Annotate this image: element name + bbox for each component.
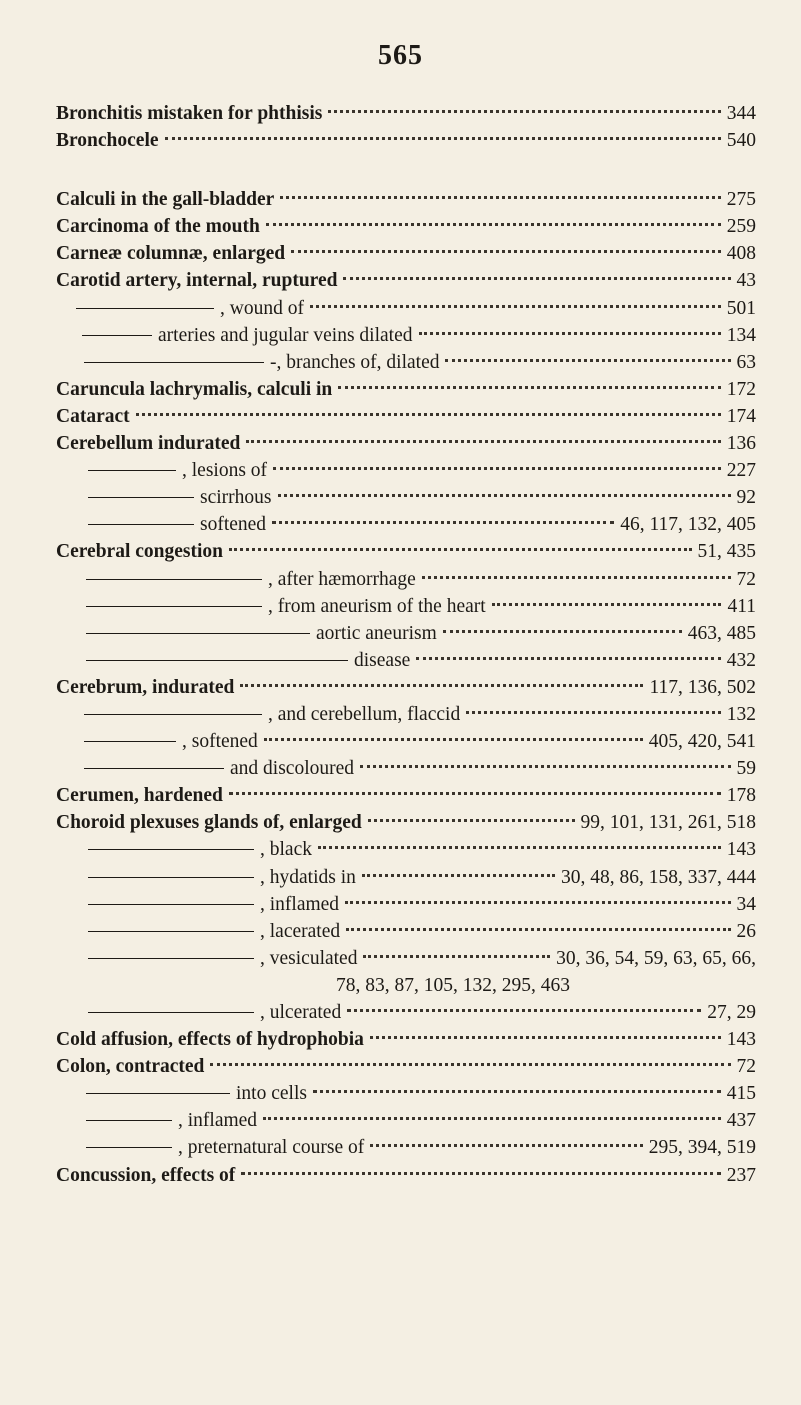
dot-leader — [240, 684, 643, 687]
entry-pages: 26 — [736, 920, 756, 942]
ditto-rule — [88, 931, 254, 932]
entry-pages: 501 — [726, 297, 756, 319]
ditto-rule — [86, 1147, 172, 1148]
ditto-rule — [86, 633, 310, 634]
dot-leader — [229, 792, 721, 795]
ditto-rule — [86, 579, 262, 580]
entry-pages: 463, 485 — [687, 622, 756, 644]
entry-term: Cerebellum indurated — [56, 433, 241, 455]
dot-leader — [313, 1090, 721, 1093]
entry-term: and discoloured — [230, 758, 355, 780]
ditto-rule — [88, 877, 254, 878]
dot-leader — [347, 1009, 701, 1012]
dot-leader — [136, 413, 721, 416]
index-entry — [56, 349, 756, 376]
entry-term: Colon, contracted — [56, 1056, 205, 1078]
entry-pages: 134 — [726, 324, 756, 346]
entry-term: Carcinoma of the mouth — [56, 216, 260, 238]
dot-leader — [328, 110, 720, 113]
ditto-rule — [88, 497, 194, 498]
entry-term: Cerumen, hardened — [56, 785, 223, 807]
section-gap — [56, 154, 756, 186]
ditto-rule — [88, 849, 254, 850]
entry-pages: 72 — [736, 1056, 756, 1078]
entry-pages-continued: 78, 83, 87, 105, 132, 295, 463 — [336, 974, 570, 996]
entry-term: , vesiculated — [260, 947, 358, 969]
entry-pages: 99, 101, 131, 261, 518 — [580, 812, 756, 834]
ditto-rule — [88, 1012, 254, 1013]
entry-pages: 432 — [726, 649, 756, 671]
dot-leader — [273, 467, 721, 470]
index-entry — [56, 430, 756, 457]
dot-leader — [291, 250, 721, 253]
entry-term: Concussion, effects of — [56, 1164, 236, 1186]
ditto-rule — [88, 524, 194, 525]
index-entry — [56, 728, 756, 755]
index-entry — [56, 127, 756, 154]
ditto-rule — [86, 1120, 172, 1121]
entry-pages: 27, 29 — [707, 1002, 756, 1023]
entry-pages: 437 — [726, 1110, 756, 1132]
entry-term: Bronchitis mistaken for phthisis — [56, 103, 323, 124]
index-entry — [56, 295, 756, 322]
ditto-rule — [84, 714, 262, 715]
dot-leader — [368, 819, 575, 822]
entry-term: , from aneurism of the heart — [268, 595, 486, 617]
dot-leader — [246, 440, 720, 443]
index-entry — [56, 538, 756, 565]
index-entry — [56, 864, 756, 891]
dot-leader — [318, 846, 721, 849]
entry-pages: 411 — [727, 595, 756, 617]
entry-term: Cataract — [56, 405, 130, 427]
entry-pages: 174 — [726, 405, 756, 427]
entry-term: Caruncula lachrymalis, calculi in — [56, 378, 333, 400]
entry-pages: 344 — [726, 103, 756, 124]
index-entry — [56, 100, 756, 127]
entry-pages: 43 — [736, 270, 756, 292]
dot-leader — [229, 548, 692, 551]
page-number: 565 — [378, 40, 423, 71]
entry-pages: 540 — [726, 130, 756, 152]
dot-leader — [272, 521, 614, 524]
dot-leader — [370, 1144, 643, 1147]
entry-pages: 51, 435 — [697, 541, 756, 563]
entry-pages: 143 — [726, 839, 756, 861]
entry-term: , hydatids in — [260, 866, 356, 888]
entry-term: aortic aneurism — [316, 622, 437, 644]
entry-term: , after hæmorrhage — [268, 568, 416, 590]
index-entry — [56, 566, 756, 593]
entry-pages: 415 — [726, 1083, 756, 1105]
entry-term: Choroid plexuses glands of, enlarged — [56, 812, 362, 834]
ditto-rule — [86, 606, 262, 607]
dot-leader — [360, 765, 730, 768]
index-entry — [56, 240, 756, 267]
entry-term: Carotid artery, internal, ruptured — [56, 270, 338, 292]
index-entry — [56, 267, 756, 294]
entry-pages: 178 — [726, 785, 756, 807]
ditto-rule — [86, 660, 348, 661]
ditto-rule — [82, 335, 152, 336]
dot-leader — [278, 494, 731, 497]
index-entry-continuation — [56, 972, 756, 999]
dot-leader — [264, 738, 643, 741]
entry-pages: 46, 117, 132, 405 — [620, 514, 756, 536]
entry-term: into cells — [236, 1083, 307, 1105]
entry-pages: 63 — [736, 351, 756, 373]
dot-leader — [363, 955, 550, 958]
entry-term: , preternatural course of — [178, 1137, 365, 1159]
entry-term: Carneæ columnæ, enlarged — [56, 243, 286, 265]
entry-pages: 136 — [726, 433, 756, 455]
entry-pages: 295, 394, 519 — [648, 1137, 756, 1159]
ditto-rule — [88, 904, 254, 905]
dot-leader — [443, 630, 682, 633]
ditto-rule — [84, 768, 224, 769]
entry-term: , lesions of — [182, 460, 268, 482]
index-entry — [56, 1162, 756, 1189]
index-entry — [56, 999, 756, 1026]
dot-leader — [266, 223, 721, 226]
ditto-rule — [86, 1093, 230, 1094]
dot-leader — [419, 332, 721, 335]
entry-term: -, branches of, dilated — [270, 351, 440, 373]
index-entry — [56, 620, 756, 647]
index-entry — [56, 1107, 756, 1134]
entry-pages: 30, 48, 86, 158, 337, 444 — [561, 866, 756, 888]
dot-leader — [362, 874, 555, 877]
index-entry — [56, 647, 756, 674]
entry-term: , softened — [182, 731, 258, 753]
entry-term: , black — [260, 839, 312, 861]
index-entry — [56, 674, 756, 701]
ditto-rule — [88, 470, 176, 471]
entry-pages: 143 — [726, 1029, 756, 1051]
dot-leader — [346, 928, 730, 931]
index-entry — [56, 1026, 756, 1053]
entry-pages: 117, 136, 502 — [649, 676, 756, 698]
index-entry — [56, 809, 756, 836]
entry-pages: 237 — [726, 1164, 756, 1186]
index-entry — [56, 755, 756, 782]
entry-term: , ulcerated — [260, 1002, 342, 1023]
index-list — [56, 100, 756, 1189]
entry-pages: 92 — [736, 487, 756, 509]
entry-term: arteries and jugular veins dilated — [158, 324, 413, 346]
entry-pages: 59 — [736, 758, 756, 780]
index-entry — [56, 701, 756, 728]
entry-pages: 227 — [726, 460, 756, 482]
dot-leader — [345, 901, 730, 904]
entry-term: Bronchocele — [56, 130, 159, 152]
dot-leader — [422, 576, 731, 579]
index-entry — [56, 836, 756, 863]
entry-term: Cerebral congestion — [56, 541, 223, 563]
entry-term: scirrhous — [200, 487, 272, 509]
index-entry — [56, 945, 756, 972]
entry-pages: 34 — [736, 893, 756, 915]
entry-pages: 259 — [726, 216, 756, 238]
entry-pages: 275 — [726, 189, 756, 211]
entry-term: , and cerebellum, flaccid — [268, 703, 461, 725]
index-entry — [56, 457, 756, 484]
dot-leader — [338, 386, 720, 389]
index-entry — [56, 891, 756, 918]
entry-term: , inflamed — [260, 893, 340, 915]
index-entry — [56, 1053, 756, 1080]
index-entry — [56, 1134, 756, 1161]
dot-leader — [416, 657, 720, 660]
index-entry — [56, 186, 756, 213]
index-entry — [56, 1080, 756, 1107]
entry-term: Calculi in the gall-bladder — [56, 189, 275, 211]
ditto-rule — [88, 958, 254, 959]
index-entry — [56, 322, 756, 349]
entry-term: Cerebrum, indurated — [56, 676, 235, 698]
entry-pages: 30, 36, 54, 59, 63, 65, 66, — [556, 947, 756, 969]
entry-pages: 408 — [726, 243, 756, 265]
entry-pages: 405, 420, 541 — [648, 731, 756, 753]
dot-leader — [445, 359, 730, 362]
dot-leader — [241, 1172, 720, 1175]
dot-leader — [343, 277, 730, 280]
dot-leader — [370, 1036, 721, 1039]
index-entry — [56, 782, 756, 809]
dot-leader — [210, 1063, 730, 1066]
entry-pages: 132 — [726, 703, 756, 725]
index-entry — [56, 403, 756, 430]
index-entry — [56, 593, 756, 620]
dot-leader — [466, 711, 721, 714]
entry-term: Cold affusion, effects of hydrophobia — [56, 1029, 364, 1051]
ditto-rule — [76, 308, 214, 309]
dot-leader — [280, 196, 720, 199]
index-entry — [56, 376, 756, 403]
ditto-rule — [84, 362, 264, 363]
dot-leader — [263, 1117, 721, 1120]
entry-term: , inflamed — [178, 1110, 258, 1132]
dot-leader — [492, 603, 722, 606]
index-entry — [56, 511, 756, 538]
entry-term: disease — [354, 649, 411, 671]
dot-leader — [310, 305, 721, 308]
entry-pages: 72 — [736, 568, 756, 590]
entry-pages: 172 — [726, 378, 756, 400]
entry-term: softened — [200, 514, 267, 536]
entry-term: , lacerated — [260, 920, 341, 942]
entry-term: , wound of — [220, 297, 304, 319]
index-entry — [56, 918, 756, 945]
index-entry — [56, 213, 756, 240]
ditto-rule — [84, 741, 176, 742]
dot-leader — [165, 137, 721, 140]
index-entry — [56, 484, 756, 511]
